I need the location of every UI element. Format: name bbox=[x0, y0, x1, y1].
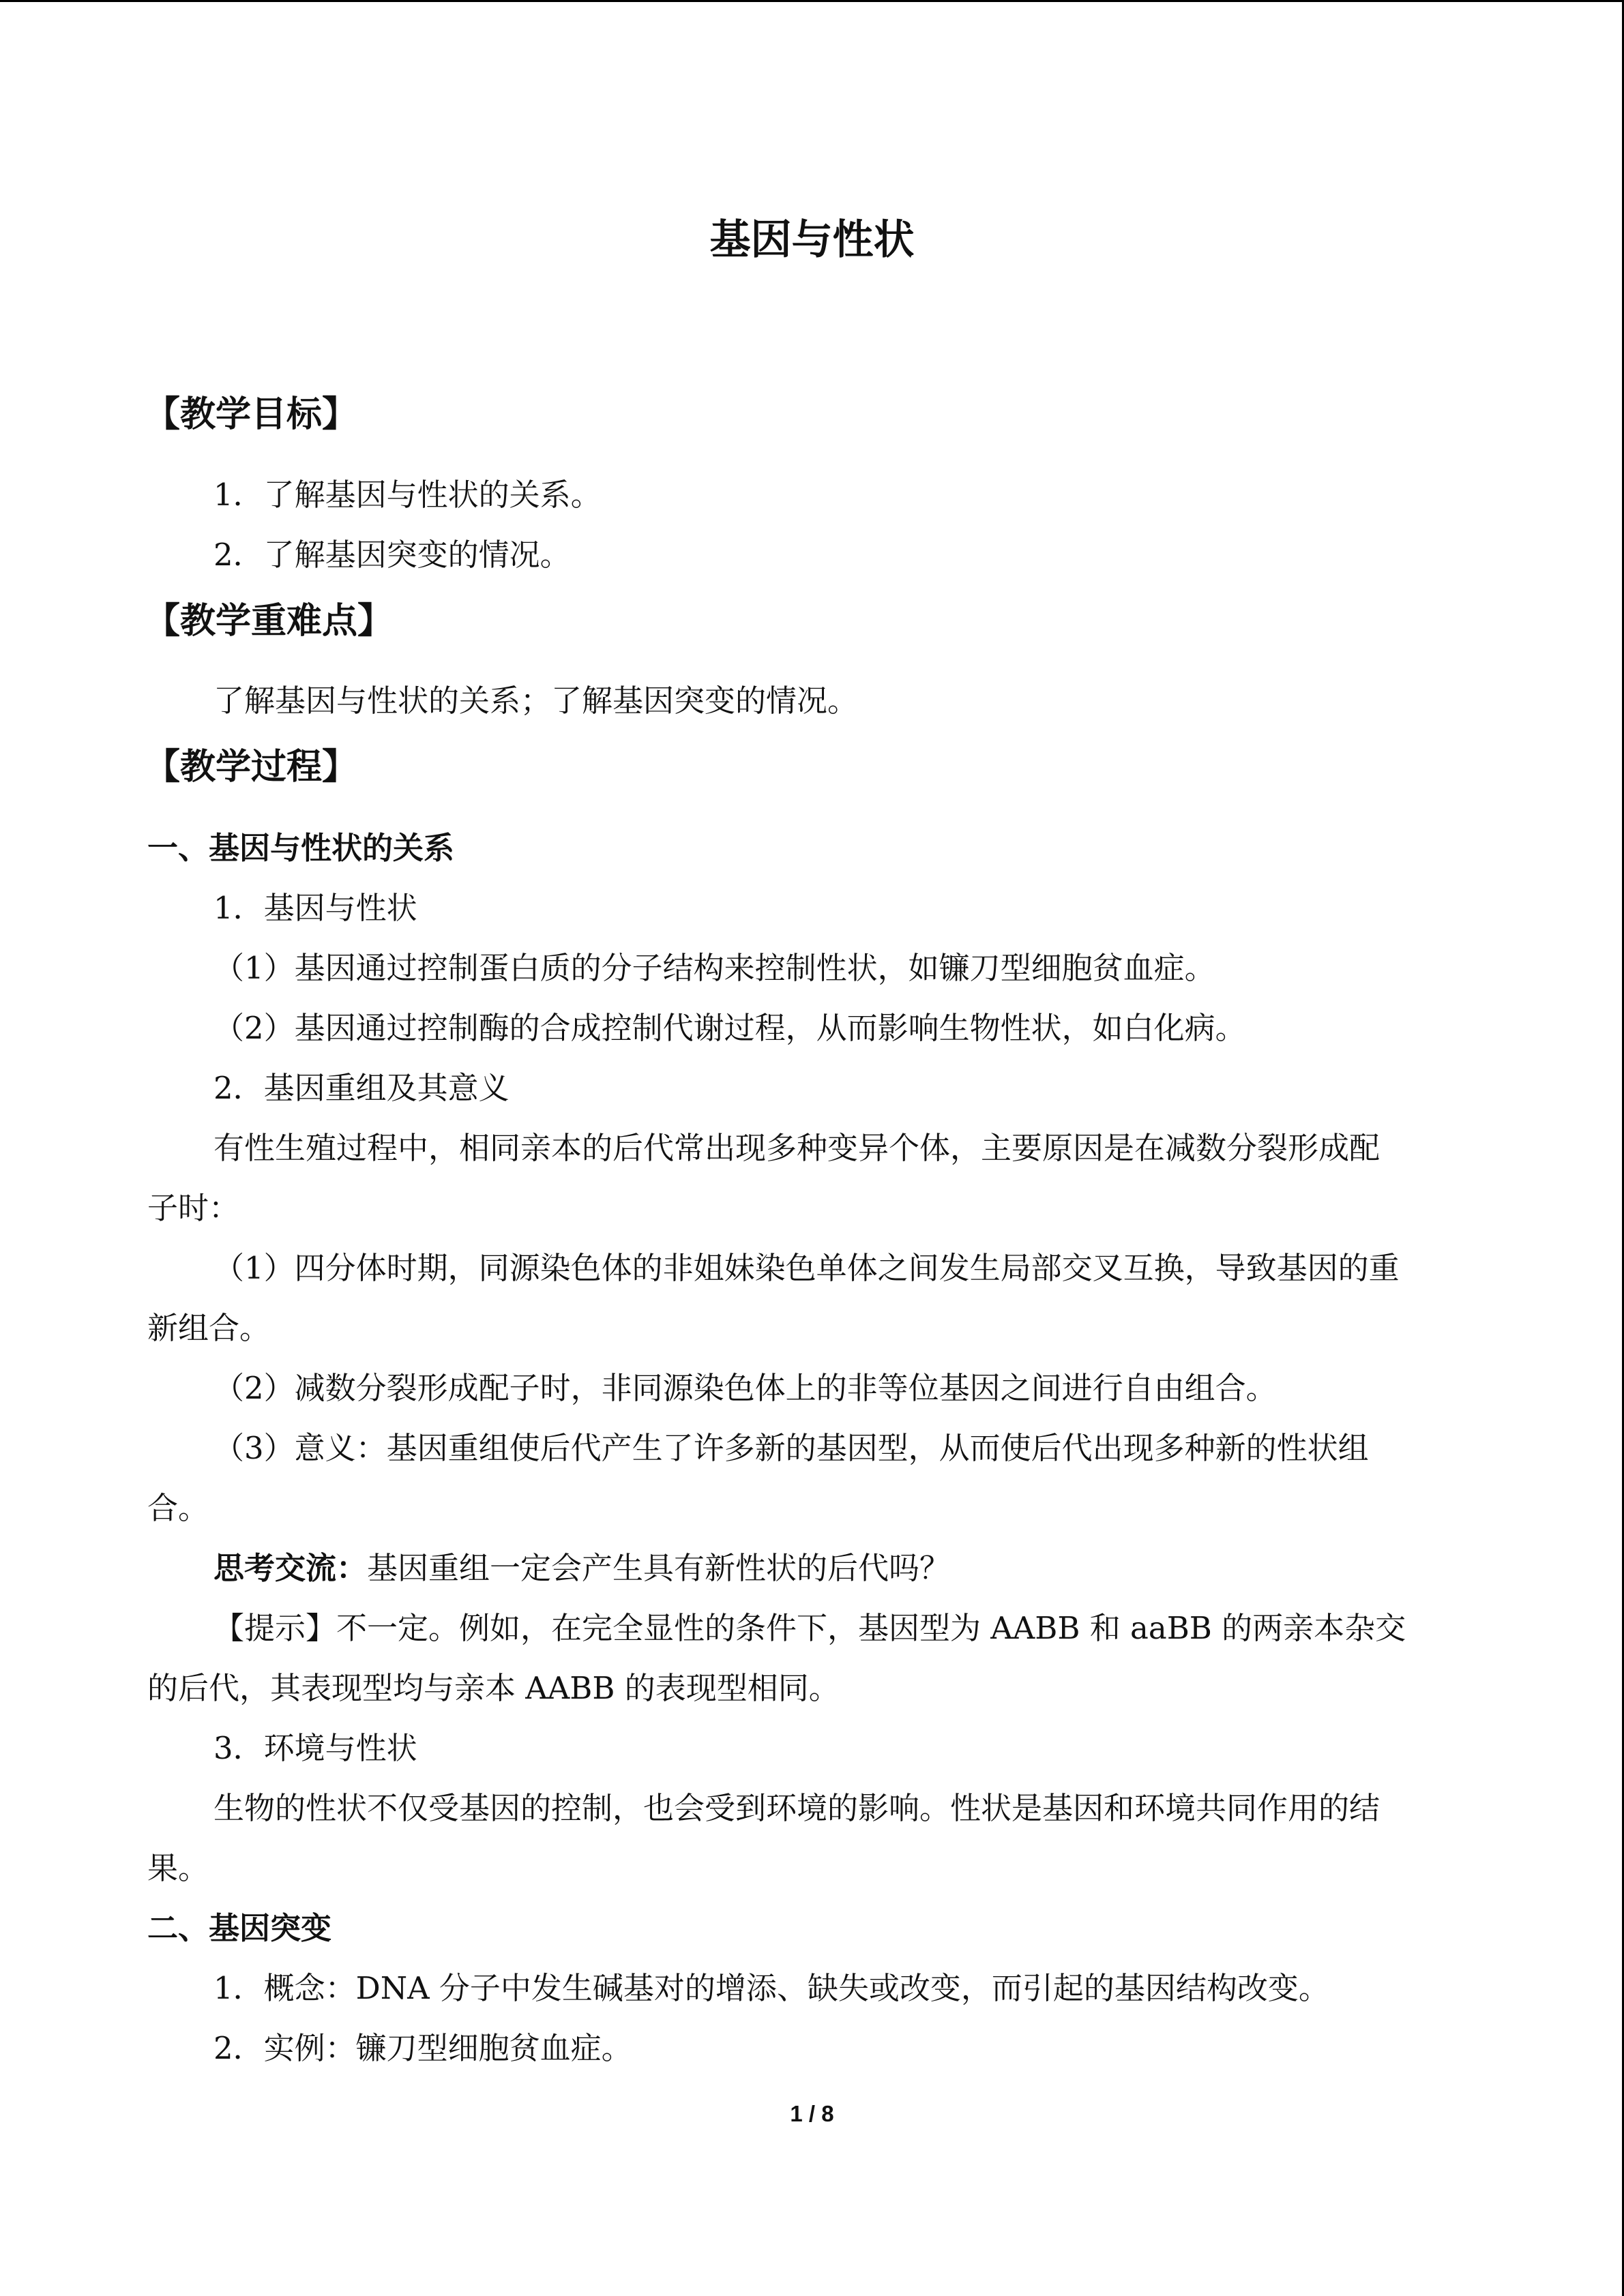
key-points-text: 了解基因与性状的关系；了解基因突变的情况。 bbox=[213, 683, 859, 719]
section1-p3-line1: 有性生殖过程中，相同亲本的后代常出现多种变异个体，主要原因是在减数分裂形成配 bbox=[213, 1130, 1381, 1166]
objective-item-2: 2．了解基因突变的情况。 bbox=[213, 537, 571, 573]
section1-p7-line2: 果。 bbox=[147, 1850, 209, 1886]
page-title: 基因与性状 bbox=[709, 216, 915, 264]
section2-heading: 二、基因突变 bbox=[147, 1910, 332, 1946]
section1-sub1: 1．基因与性状 bbox=[213, 890, 417, 926]
process-heading: 【教学过程】 bbox=[145, 747, 358, 788]
section2-p2: 2．实例：镰刀型细胞贫血症。 bbox=[213, 2030, 632, 2066]
key-points-heading: 【教学重难点】 bbox=[145, 601, 394, 642]
objectives-heading: 【教学目标】 bbox=[145, 394, 358, 435]
objective-item-1: 1．了解基因与性状的关系。 bbox=[213, 477, 602, 513]
section1-p6-line2: 合。 bbox=[147, 1490, 209, 1526]
page-border-top bbox=[0, 0, 1624, 2]
section1-p2: （2）基因通过控制酶的合成控制代谢过程，从而影响生物性状，如白化病。 bbox=[213, 1010, 1246, 1046]
section1-sub3: 3．环境与性状 bbox=[213, 1730, 417, 1766]
page-number: 1 / 8 bbox=[790, 2101, 834, 2126]
think-discuss-label: 思考交流： bbox=[213, 1550, 368, 1586]
hint-line2: 的后代，其表现型均与亲本 AABB 的表现型相同。 bbox=[147, 1670, 840, 1706]
think-discuss-text: 基因重组一定会产生具有新性状的后代吗？ bbox=[367, 1550, 951, 1586]
section2-p1: 1．概念：DNA 分子中发生碱基对的增添、缺失或改变，而引起的基因结构改变。 bbox=[213, 1970, 1329, 2006]
section1-p6-line1: （3）意义：基因重组使后代产生了许多新的基因型，从而使后代出现多种新的性状组 bbox=[213, 1430, 1369, 1466]
section1-p7-line1: 生物的性状不仅受基因的控制，也会受到环境的影响。性状是基因和环境共同作用的结 bbox=[213, 1790, 1381, 1826]
section1-p3-line2: 子时： bbox=[147, 1190, 240, 1226]
think-discuss bbox=[213, 1548, 950, 1589]
section1-p4-line1: （1）四分体时期，同源染色体的非姐妹染色单体之间发生局部交叉互换，导致基因的重 bbox=[213, 1250, 1400, 1286]
section1-sub2: 2．基因重组及其意义 bbox=[213, 1070, 510, 1106]
section1-p5: （2）减数分裂形成配子时，非同源染色体上的非等位基因之间进行自由组合。 bbox=[213, 1370, 1277, 1406]
section1-heading: 一、基因与性状的关系 bbox=[147, 830, 455, 866]
section1-p4-line2: 新组合。 bbox=[147, 1310, 271, 1346]
hint-line1: 【提示】不一定。例如，在完全显性的条件下，基因型为 AABB 和 aaBB 的两亲本杂交 bbox=[213, 1610, 1406, 1646]
section1-p1: （1）基因通过控制蛋白质的分子结构来控制性状，如镰刀型细胞贫血症。 bbox=[213, 950, 1215, 986]
